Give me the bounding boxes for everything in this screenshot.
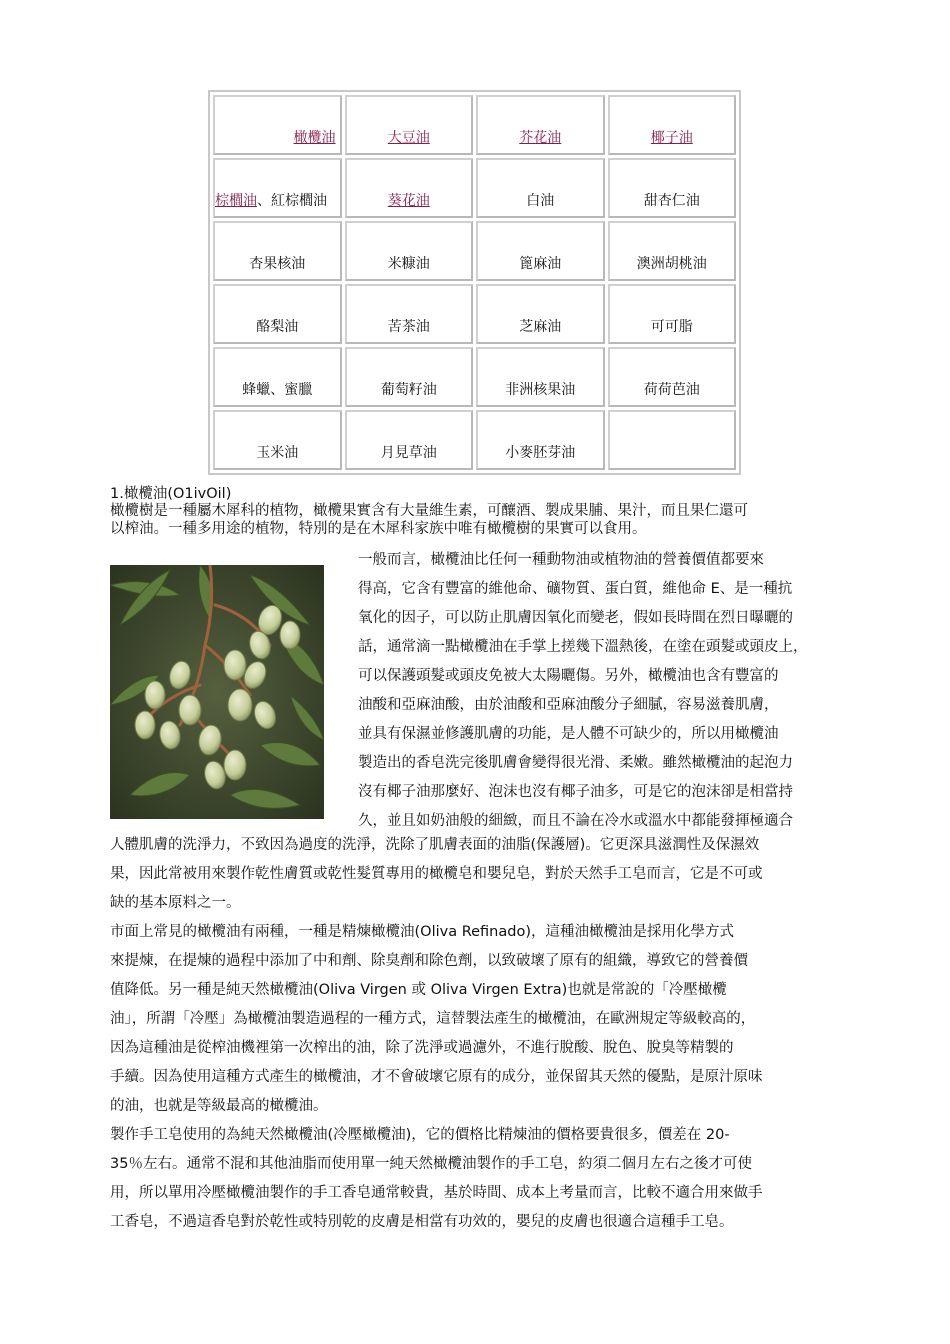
oil-link[interactable]: 橄欖油	[293, 130, 336, 146]
oil-table-cell	[345, 95, 474, 155]
paragraph-line: 得高，它含有豐富的維他命、礦物質、蛋白質，維他命 E、是一種抗	[358, 581, 793, 597]
oil-name: 蜂蠟、蜜臘	[242, 382, 313, 398]
oil-name: 荷荷芭油	[643, 382, 700, 398]
paragraph-line: 沒有椰子油那麼好、泡沫也沒有椰子油多，可是它的泡沫卻是相當持	[358, 784, 793, 800]
oil-table-cell	[213, 158, 342, 218]
paragraph-line: 的油，也就是等級最高的橄欖油。	[110, 1098, 328, 1114]
oil-table-cell	[476, 347, 605, 407]
oil-table-row	[213, 410, 736, 470]
paragraph-line: 製造出的香皂洗完後肌膚會變得很光滑、柔嫩。雖然橄欖油的起泡力	[358, 755, 793, 771]
oil-table-cell	[213, 284, 342, 344]
oil-table-cell	[608, 347, 737, 407]
oil-table-cell	[608, 410, 737, 470]
paragraph-line: 油酸和亞麻油酸，由於油酸和亞麻油酸分子細膩，容易滋養肌膚，	[358, 697, 779, 713]
oil-table-cell	[345, 284, 474, 344]
oil-table-row	[213, 347, 736, 407]
paragraph-line: 人體肌膚的洗淨力，不致因為過度的洗淨，洗除了肌膚表面的油脂(保護層)。它更深具滋潤性及保濕效	[110, 837, 760, 853]
paragraph-line: 一般而言，橄欖油比任何一種動物油或植物油的營養價值都要來	[358, 552, 764, 568]
oil-name: 白油	[526, 193, 555, 209]
oil-link[interactable]: 棕櫚油	[215, 193, 257, 209]
oil-name: 米糠油	[387, 256, 430, 272]
oil-table-cell	[608, 95, 737, 155]
oil-link[interactable]: 椰子油	[650, 130, 693, 146]
paragraph-line: 久，並且如奶油般的細緻，而且不論在冷水或溫水中都能發揮極適合	[358, 813, 793, 829]
olive-oil-body	[110, 831, 840, 1237]
oil-name: 非洲核果油	[505, 382, 576, 398]
paragraph-line: 油」，所謂「冷壓」為橄欖油製造過程的一種方式，這替製法產生的橄欖油，在歐洲規定等級較高的，	[110, 1011, 756, 1027]
oil-table-cell	[608, 158, 737, 218]
intro-line: 橄欖樹是一種屬木犀科的植物，橄欖果實含有大量維生素，可釀酒、製成果脯、果汁，而且果仁還可	[110, 503, 748, 519]
oil-table-row	[213, 221, 736, 281]
olive-branch-photo	[110, 565, 324, 819]
oil-table-row	[213, 158, 736, 218]
paragraph-line: 並具有保濕並修護肌膚的功能，是人體不可缺少的，所以用橄欖油	[358, 726, 779, 742]
paragraph-line: 工香皂，不過這香皂對於乾性或特別乾的皮膚是相當有功效的，嬰兒的皮膚也很適合這種手工皂。	[110, 1214, 734, 1230]
paragraph-line: 果，因此常被用來製作乾性膚質或乾性髮質專用的橄欖皂和嬰兒皂，對於天然手工皂而言，它是不可或	[110, 866, 763, 882]
oil-name: 苦茶油	[387, 319, 430, 335]
intro-line: 以榨油。一種多用途的植物，特別的是在木犀科家族中唯有橄欖樹的果實可以食用。	[110, 521, 647, 537]
paragraph-line: 來提煉，在提煉的過程中添加了中和劑、除臭劑和除色劑，以致破壞了原有的組織，導致它的營養價	[110, 953, 748, 969]
oil-table-cell	[476, 95, 605, 155]
oil-name: 小麥胚芽油	[505, 445, 576, 461]
oil-link[interactable]: 大豆油	[387, 130, 430, 146]
oil-name-suffix: 、紅棕櫚油	[257, 193, 327, 209]
oil-name: 月見草油	[380, 445, 437, 461]
paragraph-line: 值降低。另一種是純天然橄欖油(Oliva Virgen 或 Oliva Virgen Extra)也就是常說的「冷壓橄欖	[110, 982, 727, 998]
oil-name: 葡萄籽油	[380, 382, 437, 398]
paragraph-line: 手續。因為使用這種方式產生的橄欖油，才不會破壞它原有的成分，並保留其天然的優點，是原汁原味	[110, 1069, 763, 1085]
olive-oil-description	[358, 546, 858, 836]
olive-branch-illustration	[110, 565, 324, 819]
oil-name: 芝麻油	[519, 319, 562, 335]
oil-table-cell	[213, 95, 342, 155]
oil-types-table	[208, 90, 741, 475]
oil-table-cell	[476, 284, 605, 344]
paragraph-line: 可以保護頭髮或頭皮免被大太陽曬傷。另外，橄欖油也含有豐富的	[358, 668, 779, 684]
oil-name: 酪梨油	[256, 319, 299, 335]
oil-table-row	[213, 284, 736, 344]
oil-table-cell	[476, 221, 605, 281]
oil-name: 可可脂	[650, 319, 693, 335]
oil-table-cell	[213, 347, 342, 407]
oil-table-row	[213, 95, 736, 155]
paragraph-line: 製作手工皂使用的為純天然橄欖油(冷壓橄欖油)，它的價格比精煉油的價格要貴很多，價差在 20-	[110, 1127, 730, 1143]
paragraph-line: 缺的基本原料之一。	[110, 895, 241, 911]
oil-table-cell	[608, 221, 737, 281]
oil-table-cell	[476, 410, 605, 470]
section-heading: 1.橄欖油(O1ivOil)	[110, 486, 232, 502]
oil-link[interactable]: 葵花油	[387, 193, 430, 209]
oil-table-cell	[213, 410, 342, 470]
paragraph-line: 35％左右。通常不混和其他油脂而使用單一純天然橄欖油製作的手工皂，約須二個月左右之後才可使	[110, 1156, 752, 1172]
paragraph-line: 用，所以單用冷壓橄欖油製作的手工香皂通常較貴，基於時間、成本上考量而言，比較不適合用來做手	[110, 1185, 763, 1201]
oil-name: 篦麻油	[519, 256, 562, 272]
oil-table-body	[213, 95, 736, 470]
oil-table-cell	[476, 158, 605, 218]
paragraph-line: 氧化的因子，可以防止肌膚因氧化而變老，假如長時間在烈日曝曬的	[358, 610, 793, 626]
oil-table-cell	[345, 347, 474, 407]
oil-link[interactable]: 芥花油	[519, 130, 562, 146]
paragraph-line: 因為這種油是從榨油機裡第一次榨出的油，除了洗淨或過濾外，不進行脫酸、脫色、脫臭等精製的	[110, 1040, 734, 1056]
oil-table-cell	[213, 221, 342, 281]
oil-name: 甜杏仁油	[643, 193, 700, 209]
oil-table-cell	[345, 158, 474, 218]
oil-name: 澳洲胡桃油	[636, 256, 707, 272]
paragraph-line: 話，通常滴一點橄欖油在手掌上搓幾下溫熱後，在塗在頭髮或頭皮上，	[358, 639, 808, 655]
oil-table-cell	[608, 284, 737, 344]
paragraph-line: 市面上常見的橄欖油有兩種，一種是精煉橄欖油(Oliva Refinado)，這種油橄欖油是採用化學方式	[110, 924, 734, 940]
oil-name: 玉米油	[256, 445, 299, 461]
intro-paragraph	[110, 502, 840, 538]
oil-table-cell	[345, 410, 474, 470]
oil-name: 杏果核油	[249, 256, 306, 272]
oil-table-cell	[345, 221, 474, 281]
